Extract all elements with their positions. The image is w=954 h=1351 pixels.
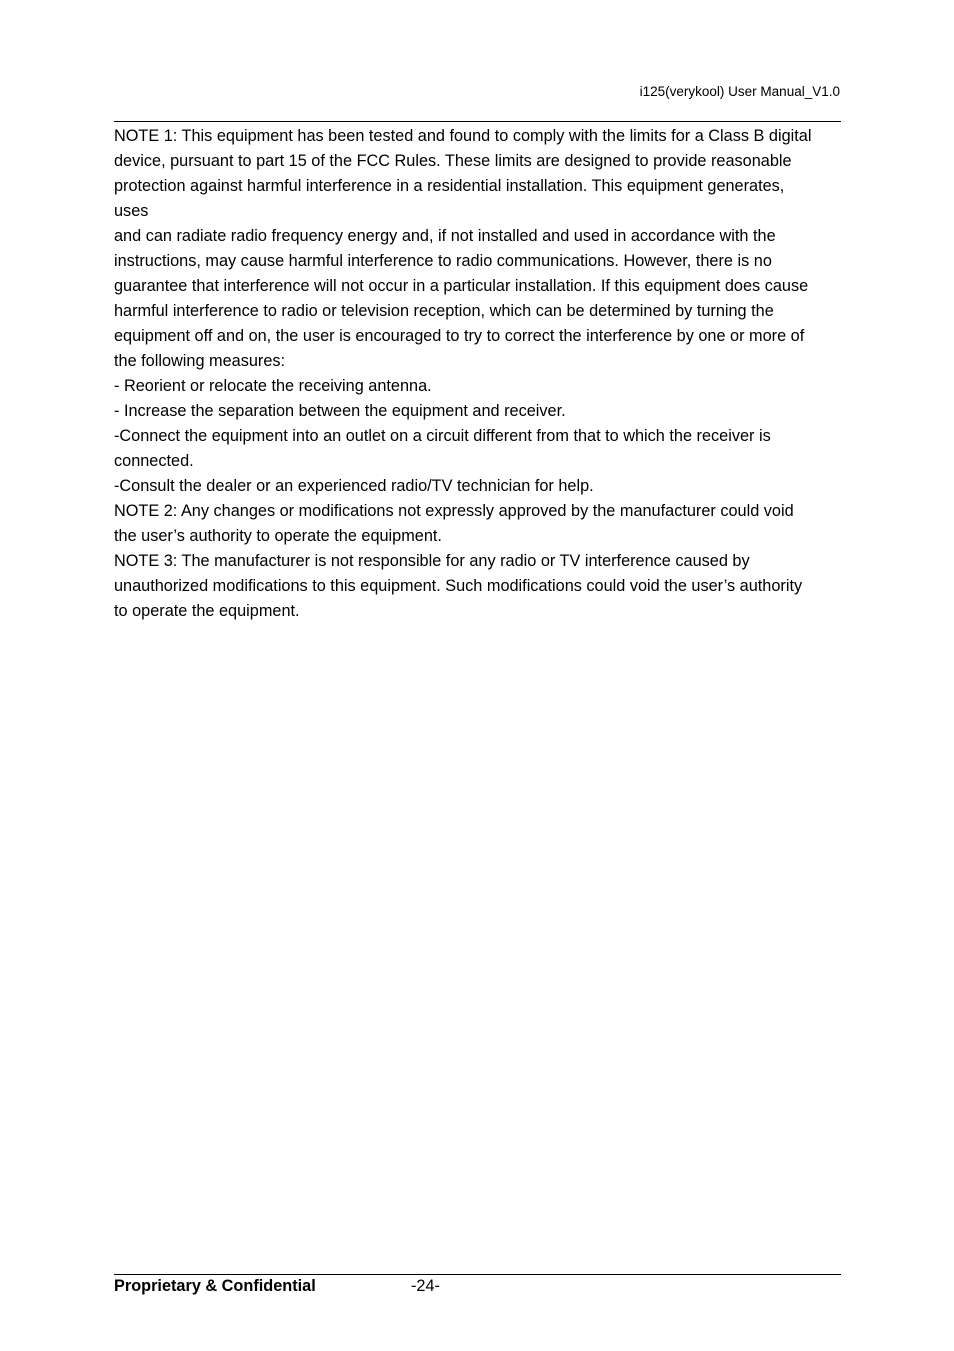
fcc-statement bbox=[114, 124, 841, 624]
text-line: equipment off and on, the user is encouraged to try to correct the interference by one or more of bbox=[114, 327, 805, 345]
page-number: -24- bbox=[411, 1277, 440, 1295]
text-line: - Increase the separation between the equipment and receiver. bbox=[114, 402, 566, 420]
text-line: unauthorized modifications to this equipment. Such modifications could void the user’s authority bbox=[114, 577, 803, 595]
confidential-label: Proprietary & Confidential bbox=[114, 1277, 316, 1295]
text-line: -Consult the dealer or an experienced radio/TV technician for help. bbox=[114, 477, 594, 495]
running-header: i125(verykool) User Manual_V1.0 bbox=[639, 84, 840, 99]
text-line: instructions, may cause harmful interference to radio communications. However, there is no bbox=[114, 252, 772, 270]
text-line: to operate the equipment. bbox=[114, 602, 300, 620]
text-line: NOTE 2: Any changes or modifications not expressly approved by the manufacturer could void bbox=[114, 502, 794, 520]
text-line: NOTE 1: This equipment has been tested and found to comply with the limits for a Class B digital bbox=[114, 127, 812, 145]
text-line: guarantee that interference will not occur in a particular installation. If this equipment does cause bbox=[114, 277, 809, 295]
text-line: uses bbox=[114, 202, 149, 220]
text-line: - Reorient or relocate the receiving antenna. bbox=[114, 377, 432, 395]
text-line: protection against harmful interference in a residential installation. This equipment generates, bbox=[114, 177, 785, 195]
text-line: the following measures: bbox=[114, 352, 286, 370]
text-line: harmful interference to radio or television reception, which can be determined by turning the bbox=[114, 302, 774, 320]
header-divider bbox=[114, 121, 841, 122]
text-line: connected. bbox=[114, 452, 194, 470]
text-line: device, pursuant to part 15 of the FCC Rules. These limits are designed to provide reasonable bbox=[114, 152, 792, 170]
text-line: NOTE 3: The manufacturer is not responsible for any radio or TV interference caused by bbox=[114, 552, 750, 570]
text-line: the user’s authority to operate the equipment. bbox=[114, 527, 442, 545]
text-line: -Connect the equipment into an outlet on a circuit different from that to which the receiver is bbox=[114, 427, 771, 445]
text-line: and can radiate radio frequency energy and, if not installed and used in accordance with the bbox=[114, 227, 776, 245]
